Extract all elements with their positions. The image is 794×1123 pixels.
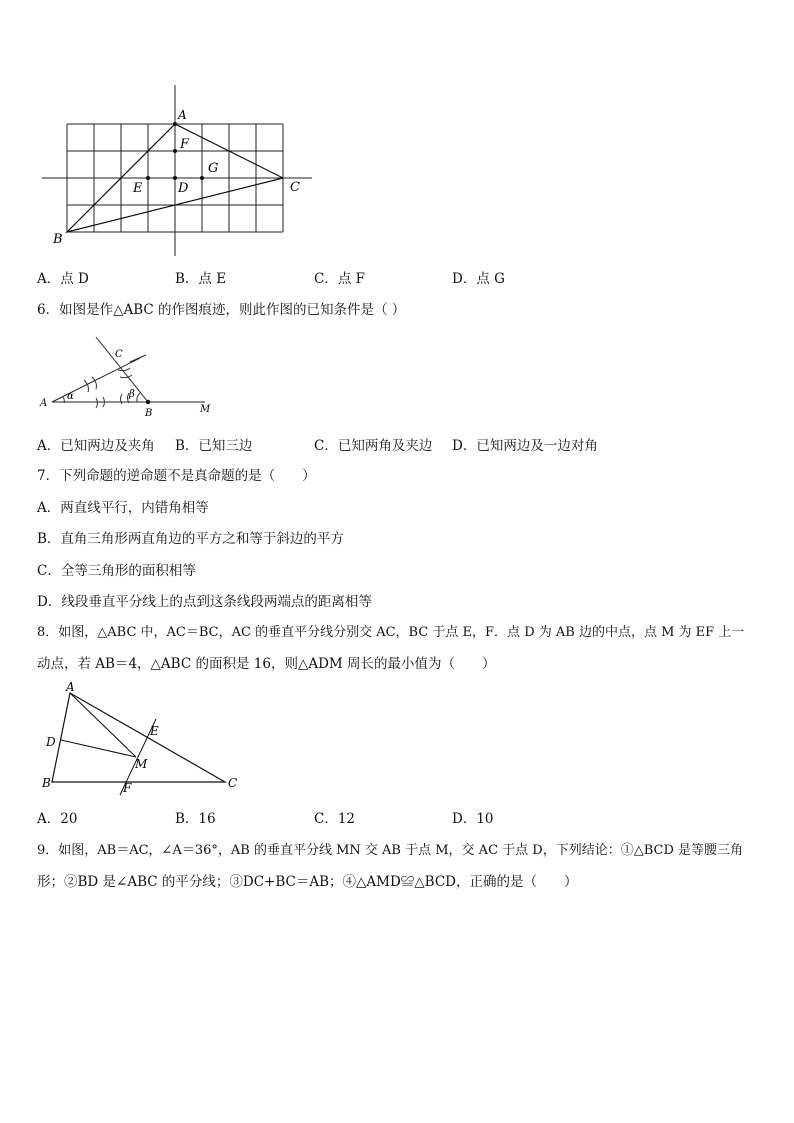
label-a: A xyxy=(66,680,75,694)
q7-option-c: C．全等三角形的面积相等 xyxy=(37,563,196,579)
label-e: E xyxy=(150,724,159,738)
q7-stem: 7．下列命题的逆命题不是真命题的是（ ） xyxy=(37,468,316,484)
q5-option-a: A．点 D xyxy=(37,271,89,287)
q8-stem-line1: 8．如图，△ABC 中，AC＝BC，AC 的垂直平分线分别交 AC，BC 于点 E，F．点 D 为 AB 边的中点，点 M 为 EF 上一 xyxy=(37,625,745,640)
q7-option-b: B．直角三角形两直角边的平方之和等于斜边的平方 xyxy=(37,531,344,547)
label-a: A xyxy=(40,398,48,409)
q5-option-c: C．点 F xyxy=(314,271,365,287)
label-beta: β xyxy=(129,389,135,400)
label-b: B xyxy=(145,408,153,419)
label-a: A xyxy=(178,108,187,122)
q8-stem-line2: 动点，若 AB＝4，△ABC 的面积是 16，则△ADM 周长的最小值为（ ） xyxy=(37,656,496,672)
q6-stem: 6．如图是作△ABC 的作图痕迹，则此作图的已知条件是（ ） xyxy=(37,302,406,318)
q5-option-b: B．点 E xyxy=(175,271,227,287)
q9-stem-line1: 9．如图，AB＝AC，∠A＝36°，AB 的垂直平分线 MN 交 AB 于点 M，交 AC 于点 D，下列结论：①△BCD 是等腰三角 xyxy=(37,843,743,858)
q8-option-d: D．10 xyxy=(452,811,494,827)
q6-option-c: C．已知两角及夹边 xyxy=(314,438,433,454)
label-m: M xyxy=(200,404,211,415)
label-f: F xyxy=(123,781,132,795)
q9-stem-line2: 形；②BD 是∠ABC 的平分线；③DC+BC＝AB；④△AMD≌△BCD，正确的是（ ） xyxy=(37,874,578,890)
label-g: G xyxy=(208,161,219,176)
q8-option-a: A．20 xyxy=(37,811,78,827)
label-b: B xyxy=(53,232,63,247)
label-e: E xyxy=(133,181,143,196)
q6-option-d: D．已知两边及一边对角 xyxy=(452,438,598,454)
q6-option-a: A．已知两边及夹角 xyxy=(37,438,155,454)
segment-dm xyxy=(61,740,136,757)
label-c: C xyxy=(115,349,123,360)
label-d: D xyxy=(178,181,189,196)
q6-option-b: B．已知三边 xyxy=(175,438,253,454)
label-d: D xyxy=(46,735,56,749)
label-b: B xyxy=(42,776,51,790)
q8-option-b: B．16 xyxy=(175,811,216,827)
label-c: C xyxy=(228,776,238,790)
label-m: M xyxy=(135,757,148,771)
q5-option-d: D．点 G xyxy=(452,271,505,287)
label-alpha: α xyxy=(67,391,74,402)
q8-option-c: C．12 xyxy=(314,811,356,827)
q7-option-a: A．两直线平行，内错角相等 xyxy=(37,500,209,516)
q7-option-d: D．线段垂直平分线上的点到这条线段两端点的距离相等 xyxy=(37,594,372,610)
label-c: C xyxy=(290,180,300,195)
label-f: F xyxy=(180,137,190,152)
